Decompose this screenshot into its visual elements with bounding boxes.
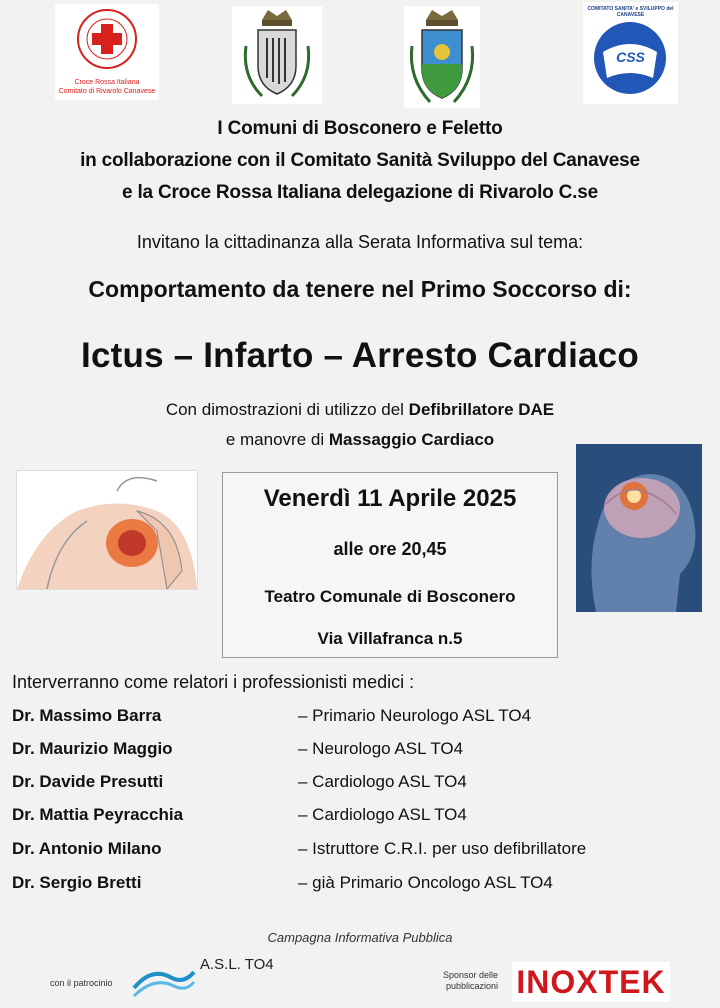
coat-of-arms-icon	[232, 6, 322, 104]
coat-of-arms-icon	[404, 6, 480, 108]
cri-name: Croce Rossa Italiana	[74, 79, 140, 86]
css-letters: CSS	[616, 49, 645, 65]
event-subtitle: Comportamento da tenere nel Primo Soccorso di:	[88, 276, 632, 302]
cri-committee: Comitato di Rivarolo Canavese	[58, 88, 156, 95]
demo-line-1-text: Con dimostrazioni di utilizzo del	[165, 400, 409, 419]
header-line-3: e la Croce Rossa Italiana delegazione di Rivarolo C.se	[122, 182, 598, 203]
speaker-role: – Neurologo ASL TO4	[298, 739, 464, 758]
speaker-name: Dr. Maurizio Maggio	[12, 739, 173, 758]
inoxtek-wordmark: INOXTEK	[516, 964, 666, 1000]
css-logo-title: COMITATO SANITA' e SVILUPPO del CANAVESE	[587, 6, 674, 18]
demo-defibrillator: Defibrillatore DAE	[408, 400, 555, 419]
asl-logo	[132, 952, 292, 1000]
cri-logo	[55, 4, 159, 100]
event-title: Ictus – Infarto – Arresto Cardiaco	[81, 336, 639, 375]
patronage-label: con il patrocinio	[50, 978, 113, 988]
heart-attack-illustration	[16, 470, 198, 590]
event-time: alle ore 20,45	[333, 539, 447, 559]
speakers-list	[12, 706, 702, 906]
asl-wave-icon	[132, 952, 196, 1000]
speaker-name: Dr. Massimo Barra	[12, 706, 162, 725]
demo-line-1	[0, 400, 720, 420]
asl-name: A.S.L. TO4	[200, 956, 274, 973]
event-venue: Teatro Comunale di Bosconero	[264, 587, 516, 606]
campaign-label: Campagna Informativa Pubblica	[267, 930, 453, 945]
bosconero-coat-of-arms	[232, 6, 322, 104]
event-details-box	[222, 472, 558, 658]
header-line-1: I Comuni di Bosconero e Feletto	[217, 118, 503, 139]
speaker-role: – Istruttore C.R.I. per uso defibrillatore	[298, 839, 587, 858]
speaker-name: Dr. Antonio Milano	[12, 839, 162, 858]
sponsor-label-line-1: Sponsor delle	[442, 970, 498, 980]
header-line-2: in collaborazione con il Comitato Sanità Sviluppo del Canavese	[80, 150, 640, 171]
feletto-coat-of-arms	[404, 6, 480, 108]
event-date: Venerdì 11 Aprile 2025	[263, 485, 517, 512]
sponsor-label-line-2: pubblicazioni	[445, 981, 498, 991]
demo-massage: Massaggio Cardiaco	[328, 430, 495, 449]
css-logo	[583, 2, 678, 104]
speaker-role: – Cardiologo ASL TO4	[298, 772, 467, 791]
brain-head-icon	[576, 444, 702, 612]
speaker-role: – Cardiologo ASL TO4	[298, 805, 467, 824]
speaker-role: – già Primario Oncologo ASL TO4	[298, 873, 553, 892]
stroke-illustration	[576, 444, 702, 612]
chest-pain-icon	[17, 471, 197, 589]
speaker-name: Dr. Davide Presutti	[12, 772, 164, 791]
demo-line-2-text: e manovre di	[225, 430, 329, 449]
speaker-name: Dr. Mattia Peyracchia	[12, 805, 184, 824]
inoxtek-logo	[512, 962, 670, 1002]
invite-text: Invitano la cittadinanza alla Serata Informativa sul tema:	[136, 232, 584, 252]
speaker-role: – Primario Neurologo ASL TO4	[298, 706, 532, 725]
event-address: Via Villafranca n.5	[317, 629, 463, 648]
speakers-intro: Interverranno come relatori i professionisti medici :	[12, 672, 415, 692]
speaker-name: Dr. Sergio Bretti	[12, 873, 142, 892]
sponsor-label	[432, 970, 498, 992]
red-cross-icon	[55, 4, 159, 74]
